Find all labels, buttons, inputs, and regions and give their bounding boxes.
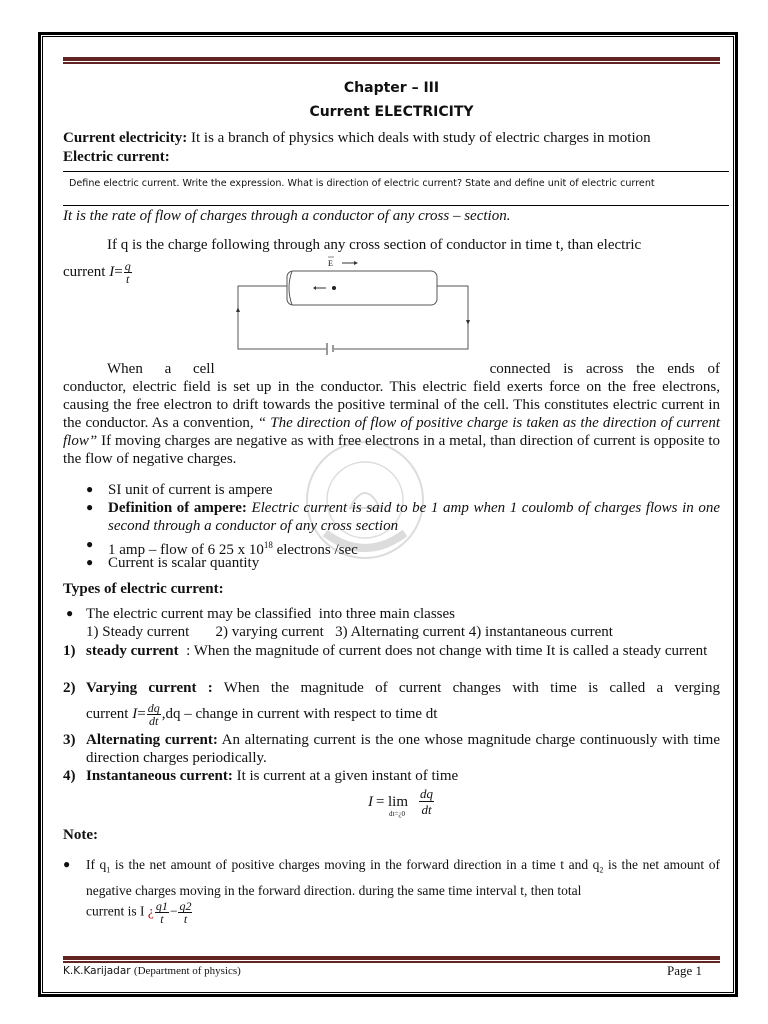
formula-I: I	[109, 263, 115, 280]
alternating-text: An alternating current is the one whose magnitude charge continuously with time direction charges periodically.	[86, 732, 720, 766]
page-number: Page 1	[667, 963, 703, 978]
frac-num: q	[124, 259, 131, 273]
para2-text-b: connected is across the ends of	[489, 361, 720, 377]
frac-num: q2	[179, 899, 192, 913]
fraction-dq-dt	[419, 786, 434, 817]
note-formula-line	[86, 900, 720, 925]
footer-author	[63, 965, 241, 977]
frac-num: q1	[155, 899, 168, 913]
para1-line1: If q is the charge following through any cross section of conductor in time t, than electric	[107, 237, 642, 253]
frac-den: dt	[149, 714, 159, 728]
varying-formula-line	[86, 702, 720, 727]
current-label: current	[86, 705, 133, 722]
bullet-scalar: Current is scalar quantity	[108, 555, 260, 571]
bullet-si-unit: SI unit of current is ampere	[108, 482, 273, 498]
note-text-a: If q	[86, 857, 107, 872]
note-text	[86, 855, 720, 901]
bullet-icon: ●	[86, 482, 94, 496]
types-classes: 1) Steady current 2) varying current 3) Alternating current 4) instantaneous current	[86, 624, 613, 640]
types-heading: Types of electric current:	[63, 581, 224, 597]
type-instantaneous	[86, 767, 720, 785]
lim-subscript: dt=¿0	[389, 810, 405, 818]
bullet-ampere-definition	[108, 499, 720, 535]
type-steady	[86, 642, 720, 660]
header-rule	[63, 57, 720, 62]
footer-rule	[63, 956, 720, 961]
sub-1: 1	[106, 865, 111, 875]
intro-term: Current electricity:	[63, 130, 188, 146]
question-box: Define electric current. Write the expression. What is direction of electric current? State and define unit of electric current	[63, 171, 729, 206]
department: (Department of physics)	[133, 965, 241, 977]
page-title: Current ELECTRICITY	[309, 104, 474, 120]
item-number: 2)	[63, 680, 76, 696]
item-number: 4)	[63, 768, 76, 784]
frac-num: dq	[147, 701, 160, 715]
lim-label: lim	[388, 794, 409, 810]
conductor-cylinder	[287, 271, 437, 305]
formula-I: I	[132, 705, 138, 722]
varying-explanation: ,dq – change in current with respect to time dt	[161, 705, 438, 722]
current-arrow-up	[236, 307, 240, 312]
minus-sign: −	[169, 903, 178, 919]
steady-text: : When the magnitude of current does not change with time It is called a steady current	[178, 643, 708, 659]
current-label: current is I	[86, 903, 148, 919]
electrons-exponent: 18	[263, 540, 273, 550]
frac-den: t	[160, 912, 164, 926]
varying-text: When the magnitude of current changes with time is called a verging	[212, 680, 720, 696]
type-alternating	[86, 731, 720, 767]
electric-current-heading: Electric current:	[63, 149, 170, 165]
chapter-label: Chapter – III	[343, 80, 440, 96]
formula-eq: =	[376, 794, 385, 810]
para2-tail: If moving charges are negative as with free electrons in a metal, than direction of current is opposite to the flow of negative charges.	[63, 433, 720, 467]
varying-term: Varying current :	[86, 680, 213, 696]
fraction-q-over-t	[124, 260, 132, 285]
bullet-icon: ●	[63, 857, 71, 871]
ampere-term: Definition of ampere:	[108, 500, 247, 516]
field-arrowhead	[354, 261, 358, 265]
sub-2: 2	[599, 865, 604, 875]
author-name: K.K.Karijadar	[63, 965, 134, 977]
frac-den: dt	[421, 802, 432, 817]
instantaneous-term: Instantaneous current:	[86, 768, 233, 784]
frac-num: dq	[420, 786, 433, 801]
bullet-icon: ●	[86, 537, 94, 551]
alternating-term: Alternating current:	[86, 732, 218, 748]
note-text-c: is the net amount of negative charges moving in the forward direction. during the same time interval t, then total	[86, 857, 720, 898]
fraction-q1-t	[155, 900, 169, 925]
formula-eq: =	[137, 705, 146, 722]
fraction-q2-t	[178, 900, 192, 925]
intro-text: It is a branch of physics which deals with study of electric charges in motion	[187, 130, 651, 146]
instantaneous-text: It is current at a given instant of time	[232, 768, 459, 784]
current-arrow-down	[466, 320, 470, 325]
bullet-icon: ●	[86, 555, 94, 569]
current-label: current	[63, 263, 110, 280]
type-varying	[86, 679, 720, 697]
para2-line1	[107, 360, 720, 378]
intro-paragraph	[63, 129, 720, 147]
ampere-text: Electric current is said to be 1 amp when 1 coulomb of charges flows in one second through a conductor of any cross section	[108, 500, 721, 534]
fraction-dq-dt	[147, 702, 161, 727]
para2-plain: conductor, electric field is set up in the conductor. This electric field exerts force on the free electrons, causing the free electron to drift towards the positive terminal of the cell. This constitutes electric current in the conductor. As a convention,	[63, 379, 720, 431]
steady-term: steady current	[86, 643, 179, 659]
unknown-glyph: ¿	[147, 903, 154, 919]
para2-text-a: When a cell	[107, 361, 215, 377]
frac-den: t	[126, 272, 130, 286]
electron-dot	[332, 286, 336, 290]
note-heading: Note:	[63, 827, 98, 843]
electrons-text-a: 1 amp – flow of 6 25 x 10	[108, 542, 264, 558]
bullet-icon: ●	[86, 500, 94, 514]
para2-quote: “ The direction of flow of positive charge is taken as the direction of current flow”	[63, 415, 720, 449]
definition: It is the rate of flow of charges through a conductor of any cross – section.	[63, 208, 511, 224]
note-text-b: is the net amount of positive charges moving in the forward direction in a time t and q	[110, 857, 600, 872]
frac-den: t	[183, 912, 188, 926]
bullet-icon: ●	[66, 606, 74, 620]
item-number: 3)	[63, 732, 76, 748]
circuit-diagram	[230, 252, 480, 356]
field-label: E	[328, 259, 333, 268]
item-number: 1)	[63, 643, 76, 659]
types-intro: The electric current may be classified into three main classes	[86, 606, 456, 622]
electrons-text-b: electrons /sec	[272, 542, 358, 558]
formula-I: I	[368, 794, 373, 810]
formula-eq: =	[114, 263, 123, 280]
